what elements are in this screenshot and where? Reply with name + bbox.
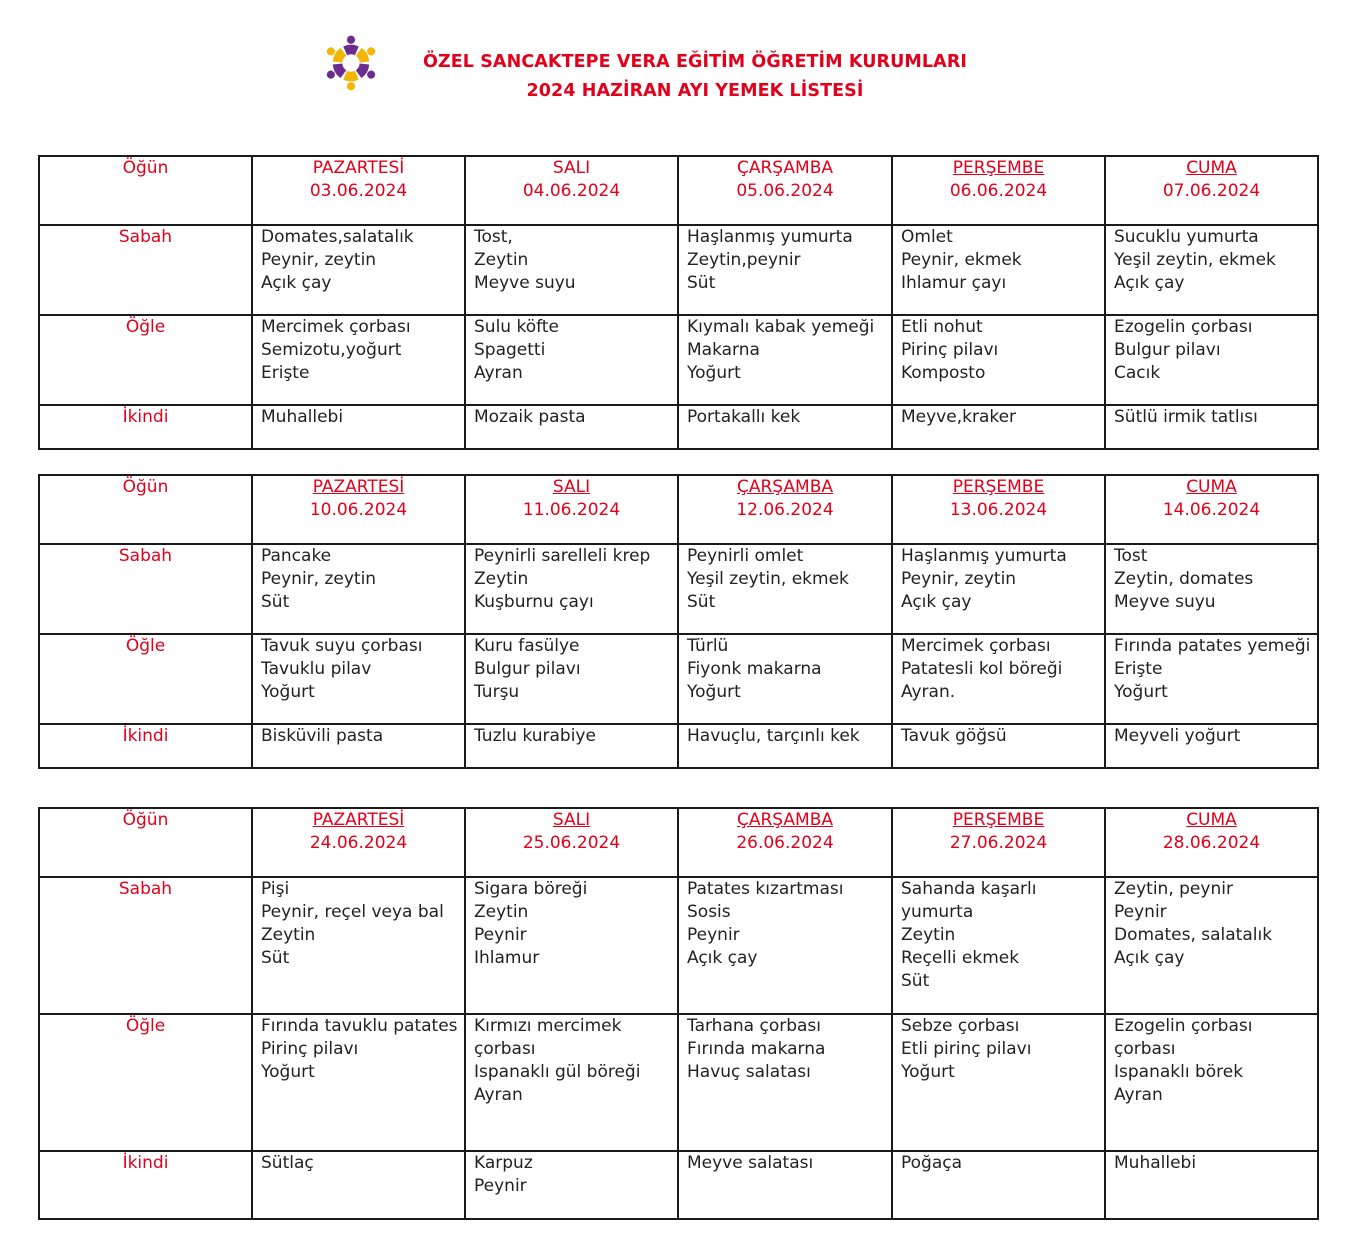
table-row-sabah [39, 225, 1318, 315]
meal-item: Sebze çorbası [901, 1016, 1020, 1036]
meal-item: Peynir, reçel veya bal [261, 902, 444, 922]
meal-item: Zeytin, domates [1114, 569, 1254, 589]
meal-item: Sütlaç [261, 1153, 314, 1173]
meal-item: Ihlamur çayı [901, 273, 1007, 293]
meal-item: Yoğurt [261, 682, 315, 702]
day-header [465, 808, 678, 877]
meal-cell [892, 225, 1105, 315]
day-header [892, 808, 1105, 877]
meal-item: Komposto [901, 363, 986, 383]
meal-item: Süt [261, 592, 290, 612]
day-name: SALI [552, 158, 591, 178]
day-name: PAZARTESİ [312, 477, 405, 497]
meal-item: Açık çay [1114, 948, 1185, 968]
meal-item: Tost [1114, 546, 1148, 566]
table-header-row [39, 808, 1318, 877]
meal-cell [1105, 315, 1318, 405]
menu-table-week-3 [38, 807, 1319, 1220]
meal-item: Fırında patates yemeği [1114, 636, 1311, 656]
meal-item: Meyve suyu [1114, 592, 1216, 612]
meal-cell [252, 1014, 465, 1151]
table-header-row [39, 475, 1318, 544]
meal-item: Yoğurt [261, 1062, 315, 1082]
meal-item: Tavuk suyu çorbası [261, 636, 423, 656]
meal-item: Zeytin [474, 250, 529, 270]
meal-item: Yoğurt [687, 363, 741, 383]
menu-table-week-2 [38, 474, 1319, 769]
meal-item: Yoğurt [687, 682, 741, 702]
day-name: CUMA [1186, 810, 1237, 830]
meal-label-ogle: Öğle [39, 634, 252, 724]
meal-cell [1105, 405, 1318, 449]
day-header [1105, 475, 1318, 544]
meal-cell [252, 544, 465, 634]
meal-item: Açık çay [901, 592, 972, 612]
menu-table-week-1 [38, 155, 1319, 450]
table-row-ikindi [39, 405, 1318, 449]
meal-item: Etli pirinç pilavı [901, 1039, 1032, 1059]
meal-item: Türlü [687, 636, 729, 656]
meal-item: Tost, [474, 227, 513, 247]
meal-item: Süt [687, 273, 716, 293]
meal-item: Fırında makarna [687, 1039, 826, 1059]
day-date: 26.06.2024 [736, 833, 834, 853]
meal-item: Mercimek çorbası [901, 636, 1051, 656]
day-name: ÇARŞAMBA [736, 810, 833, 830]
meal-item: Meyveli yoğurt [1114, 726, 1241, 746]
meal-item: Açık çay [1114, 273, 1185, 293]
meal-label-sabah: Sabah [39, 544, 252, 634]
day-header [678, 156, 892, 225]
table-row-ogle [39, 634, 1318, 724]
meal-item: Sulu köfte [474, 317, 559, 337]
day-header [892, 475, 1105, 544]
meal-item: Süt [901, 971, 930, 991]
day-date: 14.06.2024 [1162, 500, 1261, 520]
meal-item: Ezogelin çorbası [1114, 317, 1253, 337]
meal-cell [252, 1151, 465, 1219]
meal-cell [678, 544, 892, 634]
meal-cell [1105, 877, 1318, 1014]
day-date: 28.06.2024 [1162, 833, 1261, 853]
day-name: PERŞEMBE [952, 810, 1045, 830]
ogun-label: Öğün [39, 475, 252, 544]
meal-item: Poğaça [901, 1153, 963, 1173]
meal-cell [465, 634, 678, 724]
day-date: 13.06.2024 [949, 500, 1048, 520]
day-header [892, 156, 1105, 225]
meal-item: Peynir, ekmek [901, 250, 1022, 270]
meal-cell [1105, 724, 1318, 768]
meal-cell [252, 877, 465, 1014]
day-date: 05.06.2024 [736, 181, 834, 201]
meal-item: Zeytin [474, 902, 529, 922]
meal-item: Ihlamur [474, 948, 540, 968]
meal-item: Makarna [687, 340, 760, 360]
meal-item: Sucuklu yumurta [1114, 227, 1259, 247]
day-date: 07.06.2024 [1162, 181, 1261, 201]
meal-cell [252, 225, 465, 315]
day-date: 27.06.2024 [949, 833, 1048, 853]
meal-item: Spagetti [474, 340, 546, 360]
day-name: ÇARŞAMBA [736, 477, 833, 497]
meal-item: Peynirli omlet [687, 546, 804, 566]
meal-item: Sosis [687, 902, 731, 922]
meal-item: Tarhana çorbası [687, 1016, 821, 1036]
meal-item: Peynir, zeytin [261, 250, 377, 270]
day-name: PAZARTESİ [312, 158, 405, 178]
day-name: ÇARŞAMBA [736, 158, 833, 178]
day-name: SALI [552, 477, 591, 497]
meal-cell [252, 405, 465, 449]
meal-label-ogle: Öğle [39, 315, 252, 405]
meal-item: Portakallı kek [687, 407, 801, 427]
school-title: ÖZEL SANCAKTEPE VERA EĞİTİM ÖĞRETİM KURUMLARI [422, 52, 968, 72]
meal-label-ikindi: İkindi [39, 724, 252, 768]
meal-item: Fiyonk makarna [687, 659, 822, 679]
meal-item: Mozaik pasta [474, 407, 586, 427]
meal-item: çorbası [474, 1039, 536, 1059]
meal-item: Bulgur pilavı [1114, 340, 1221, 360]
day-date: 03.06.2024 [309, 181, 408, 201]
meal-cell [465, 405, 678, 449]
meal-item: Meyve suyu [474, 273, 576, 293]
meal-cell [1105, 634, 1318, 724]
meal-item: Erişte [1114, 659, 1163, 679]
meal-item: Muhallebi [1114, 1153, 1197, 1173]
meal-item: Muhallebi [261, 407, 344, 427]
meal-cell [678, 1014, 892, 1151]
meal-item: Peynir [1114, 902, 1167, 922]
meal-item: çorbası [1114, 1039, 1176, 1059]
meal-label-ogle: Öğle [39, 1014, 252, 1151]
meal-item: Reçelli ekmek [901, 948, 1020, 968]
meal-item: Bulgur pilavı [474, 659, 581, 679]
meal-cell [252, 724, 465, 768]
meal-item: Pancake [261, 546, 332, 566]
meal-item: Peynir [687, 925, 740, 945]
meal-cell [892, 544, 1105, 634]
meal-item: Tavuk göğsü [901, 726, 1007, 746]
meal-item: Meyve,kraker [901, 407, 1017, 427]
day-header [252, 808, 465, 877]
meal-cell [678, 1151, 892, 1219]
meal-item: Zeytin, peynir [1114, 879, 1233, 899]
day-name: CUMA [1186, 477, 1237, 497]
day-date: 12.06.2024 [736, 500, 834, 520]
meal-item: Ezogelin çorbası [1114, 1016, 1253, 1036]
meal-item: Etli nohut [901, 317, 983, 337]
page-header [0, 0, 1350, 140]
meal-label-ikindi: İkindi [39, 405, 252, 449]
day-name: PERŞEMBE [952, 477, 1045, 497]
meal-cell [678, 634, 892, 724]
meal-item: Kuru fasülye [474, 636, 580, 656]
meal-item: Peynirli sarelleli krep [474, 546, 651, 566]
meal-cell [465, 1014, 678, 1151]
meal-cell [1105, 1151, 1318, 1219]
meal-item: Haşlanmış yumurta [901, 546, 1067, 566]
menu-title: 2024 HAZİRAN AYI YEMEK LİSTESİ [526, 81, 864, 101]
meal-item: Erişte [261, 363, 310, 383]
meal-cell [678, 877, 892, 1014]
table-row-sabah [39, 544, 1318, 634]
table-row-sabah [39, 877, 1318, 1014]
meal-cell [892, 405, 1105, 449]
meal-item: Sahanda kaşarlı [901, 879, 1037, 899]
meal-item: Meyve salatası [687, 1153, 814, 1173]
meal-item: Yoğurt [901, 1062, 955, 1082]
meal-item: Cacık [1114, 363, 1161, 383]
meal-item: Zeytin,peynir [687, 250, 801, 270]
meal-item: Tuzlu kurabiye [474, 726, 596, 746]
meal-cell [678, 315, 892, 405]
day-name: CUMA [1186, 158, 1237, 178]
meal-item: Haşlanmış yumurta [687, 227, 853, 247]
meal-cell [465, 877, 678, 1014]
day-header [678, 808, 892, 877]
meal-item: Sigara böreği [474, 879, 588, 899]
table-row-ikindi [39, 724, 1318, 768]
meal-item: Kırmızı mercimek [474, 1016, 622, 1036]
day-name: PAZARTESİ [312, 810, 405, 830]
day-header [678, 475, 892, 544]
meal-item: Omlet [901, 227, 953, 247]
meal-item: Bisküvili pasta [261, 726, 384, 746]
meal-cell [465, 225, 678, 315]
meal-item: Pirinç pilavı [901, 340, 999, 360]
meal-item: Zeytin [474, 569, 529, 589]
meal-cell [1105, 544, 1318, 634]
day-name: SALI [552, 810, 591, 830]
meal-item: Peynir, zeytin [901, 569, 1017, 589]
meal-item: Peynir, zeytin [261, 569, 377, 589]
meal-item: Ayran. [901, 682, 956, 702]
meal-cell [678, 225, 892, 315]
meal-item: Mercimek çorbası [261, 317, 411, 337]
meal-item: Zeytin [901, 925, 956, 945]
meal-item: Pirinç pilavı [261, 1039, 359, 1059]
table-header-row [39, 156, 1318, 225]
day-header [252, 475, 465, 544]
meal-cell [678, 405, 892, 449]
meal-item: Açık çay [261, 273, 332, 293]
day-date: 25.06.2024 [522, 833, 621, 853]
meal-item: Ayran [1114, 1085, 1163, 1105]
meal-item: Sütlü irmik tatlısı [1114, 407, 1258, 427]
day-header [465, 475, 678, 544]
ogun-label: Öğün [39, 808, 252, 877]
meal-item: Domates, salatalık [1114, 925, 1273, 945]
meal-cell [892, 877, 1105, 1014]
meal-item: Patatesli kol böreği [901, 659, 1063, 679]
meal-item: Yeşil zeytin, ekmek [1114, 250, 1276, 270]
meal-item: Pişi [261, 879, 290, 899]
meal-cell [252, 634, 465, 724]
meal-item: Zeytin [261, 925, 316, 945]
meal-item: Tavuklu pilav [261, 659, 372, 679]
table-row-ogle [39, 1014, 1318, 1151]
meal-cell [252, 315, 465, 405]
meal-cell [892, 1151, 1105, 1219]
meal-item: Turşu [474, 682, 520, 702]
meal-item: Yoğurt [1114, 682, 1168, 702]
table-row-ikindi [39, 1151, 1318, 1219]
meal-item: Süt [261, 948, 290, 968]
meal-cell [1105, 1014, 1318, 1151]
meal-item: Ayran [474, 1085, 523, 1105]
meal-item: Açık çay [687, 948, 758, 968]
meal-cell [678, 724, 892, 768]
school-logo-icon [320, 32, 382, 94]
meal-item: Ispanaklı gül böreği [474, 1062, 641, 1082]
meal-item: Peynir [474, 1176, 527, 1196]
meal-item: Peynir [474, 925, 527, 945]
meal-item: yumurta [901, 902, 974, 922]
day-date: 24.06.2024 [309, 833, 408, 853]
meal-item: Ispanaklı börek [1114, 1062, 1244, 1082]
meal-label-sabah: Sabah [39, 877, 252, 1014]
day-date: 06.06.2024 [949, 181, 1048, 201]
meal-item: Yeşil zeytin, ekmek [687, 569, 849, 589]
meal-cell [1105, 225, 1318, 315]
meal-item: Kuşburnu çayı [474, 592, 594, 612]
meal-cell [892, 634, 1105, 724]
day-date: 04.06.2024 [522, 181, 621, 201]
meal-cell [465, 544, 678, 634]
meal-item: Kıymalı kabak yemeği [687, 317, 875, 337]
meal-item: Fırında tavuklu patates [261, 1016, 458, 1036]
meal-item: Domates,salatalık [261, 227, 414, 247]
meal-cell [465, 1151, 678, 1219]
meal-label-sabah: Sabah [39, 225, 252, 315]
day-header [465, 156, 678, 225]
meal-cell [892, 724, 1105, 768]
day-header [1105, 808, 1318, 877]
meal-cell [892, 1014, 1105, 1151]
meal-item: Karpuz [474, 1153, 533, 1173]
meal-label-ikindi: İkindi [39, 1151, 252, 1219]
day-name: PERŞEMBE [952, 158, 1045, 178]
day-header [1105, 156, 1318, 225]
meal-item: Süt [687, 592, 716, 612]
day-date: 10.06.2024 [309, 500, 408, 520]
table-row-ogle [39, 315, 1318, 405]
meal-cell [465, 315, 678, 405]
meal-item: Havuçlu, tarçınlı kek [687, 726, 860, 746]
meal-item: Patates kızartması [687, 879, 844, 899]
meal-cell [892, 315, 1105, 405]
ogun-label: Öğün [39, 156, 252, 225]
meal-item: Havuç salatası [687, 1062, 811, 1082]
meal-item: Semizotu,yoğurt [261, 340, 402, 360]
meal-item: Ayran [474, 363, 523, 383]
day-date: 11.06.2024 [522, 500, 621, 520]
day-header [252, 156, 465, 225]
meal-cell [465, 724, 678, 768]
